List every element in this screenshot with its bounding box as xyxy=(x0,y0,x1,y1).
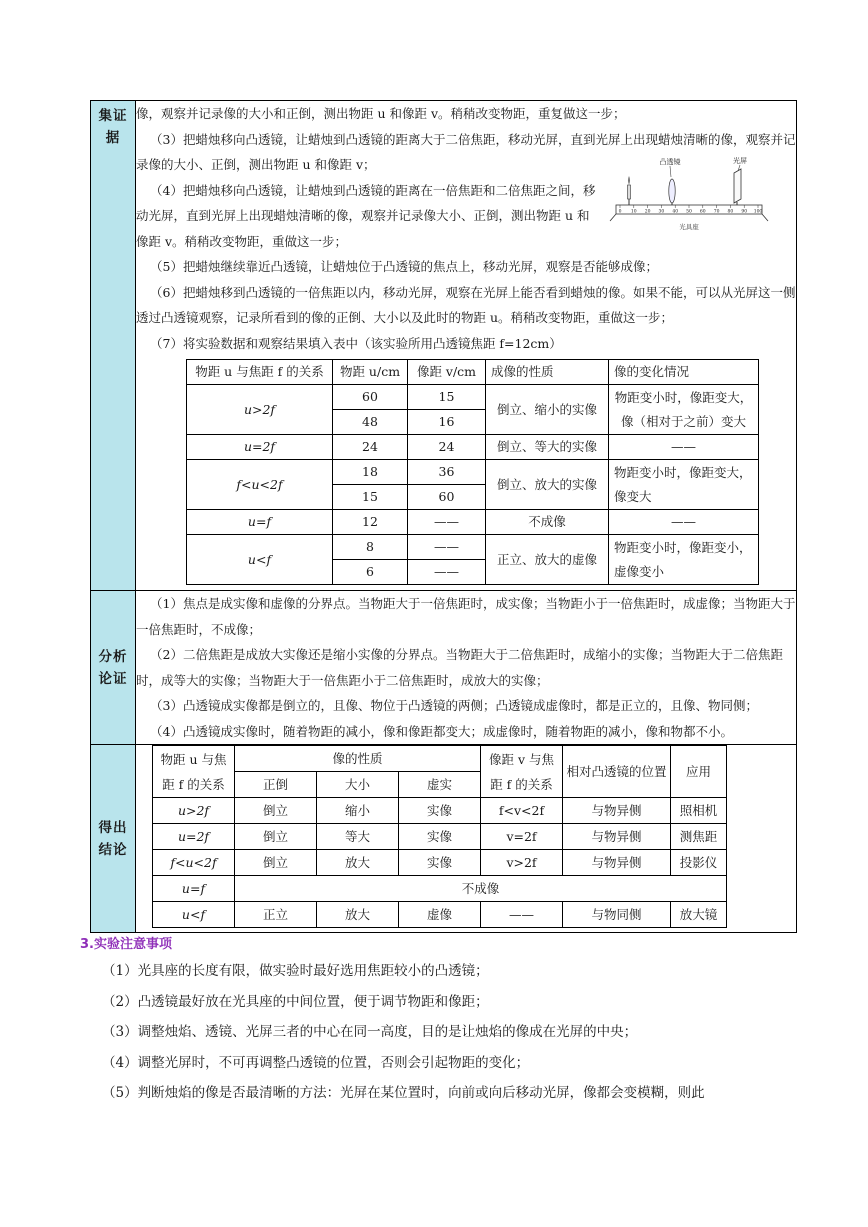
table-header: 应用 xyxy=(671,746,727,798)
table-cell: 6 xyxy=(333,560,408,585)
table-cell: 缩小 xyxy=(317,798,399,824)
table-cell: 与物同侧 xyxy=(563,902,671,928)
evidence-step-5: （5）把蜡烛继续靠近凸透镜，让蜡烛位于凸透镜的焦点上，移动光屏，观察是否能够成像； xyxy=(150,259,658,274)
bench-tick-label: 20 xyxy=(644,209,651,215)
table-header-row xyxy=(187,360,759,385)
table-header-row xyxy=(153,746,727,772)
bench-tick-label: 50 xyxy=(686,209,692,215)
table-cell: 倒立 xyxy=(235,824,317,850)
table-cell: 24 xyxy=(333,435,408,460)
table-cell: v=2f xyxy=(481,824,563,850)
table-row xyxy=(187,435,759,460)
table-cell: u=f xyxy=(187,510,333,535)
table-cell: 照相机 xyxy=(671,798,727,824)
optical-bench-diagram xyxy=(608,155,790,235)
evidence-section xyxy=(136,101,797,591)
table-header: 像的性质 xyxy=(235,746,481,772)
evidence-step-7: （7）将实验数据和观察结果填入表中（该实验所用凸透镜焦距 f=12cm） xyxy=(150,335,562,351)
table-row xyxy=(153,824,727,850)
table-header: 像距 v 与焦距 f 的关系 xyxy=(481,746,563,798)
table-row xyxy=(187,535,759,560)
notes-section xyxy=(80,934,810,1109)
table-cell: u<f xyxy=(187,535,333,585)
table-row xyxy=(187,460,759,485)
section-label-text: 分析 论证 xyxy=(98,648,128,687)
table-cell: f<u<2f xyxy=(153,850,235,876)
table-row xyxy=(153,798,727,824)
table-cell: 倒立、缩小的实像 xyxy=(486,385,609,435)
table-cell: u=f xyxy=(153,876,235,902)
table-cell: u=2f xyxy=(187,435,333,460)
table-cell: 正立 xyxy=(235,902,317,928)
notes-item: （1）光具座的长度有限，做实验时最好选用焦距较小的凸透镜； xyxy=(102,963,489,979)
table-header: 成像的性质 xyxy=(486,360,609,385)
analysis-section xyxy=(136,591,797,745)
table-header: 虚实 xyxy=(399,772,481,798)
bench-tick-label: 0 xyxy=(618,209,622,215)
notes-item: （5）判断烛焰的像是否最清晰的方法：光屏在某位置时，向前或向后移动光屏，像都会变模糊，则此 xyxy=(102,1085,705,1101)
section-label-text: 集证 据 xyxy=(98,108,128,146)
section-label-conclusion xyxy=(91,745,136,933)
table-cell: 物距变小时，像距变大，像（相对于之前）变大 xyxy=(609,385,759,435)
analysis-item: （2）二倍焦距是成放大实像还是缩小实像的分界点。当物距大于二倍焦距时，成缩小的实像；当物距大于二倍焦距时，成等大的实像；当物距大于一倍焦距小于二倍焦距时，成放大的实像； xyxy=(136,647,783,688)
table-cell: —— xyxy=(481,902,563,928)
table-cell: 物距变小时，像距变小，虚像变小 xyxy=(609,535,759,585)
table-cell: 8 xyxy=(333,535,408,560)
candle-icon xyxy=(628,185,631,199)
table-cell: f<v<2f xyxy=(481,798,563,824)
experiment-table xyxy=(90,100,797,933)
table-cell: 15 xyxy=(408,385,486,410)
table-cell: 放大 xyxy=(317,902,399,928)
bench-tick-label: 40 xyxy=(672,209,679,215)
table-cell: u>2f xyxy=(153,798,235,824)
table-cell: 16 xyxy=(408,410,486,435)
lens-label: 凸透镜 xyxy=(659,158,681,166)
evidence-line-0: 像，观察并记录像的大小和正倒，测出物距 u 和像距 v。稍稍改变物距，重复做这一步； xyxy=(136,106,626,121)
table-row xyxy=(153,850,727,876)
table-row xyxy=(153,876,727,902)
conclusion-section xyxy=(136,745,797,933)
table-cell: 放大 xyxy=(317,850,399,876)
table-row xyxy=(153,902,727,928)
bench-tick-label: 80 xyxy=(727,209,734,215)
table-header: 物距 u/cm xyxy=(333,360,408,385)
table-cell: 测焦距 xyxy=(671,824,727,850)
table-cell: u<f xyxy=(153,902,235,928)
table-cell: 实像 xyxy=(399,850,481,876)
convex-lens-icon xyxy=(669,179,675,203)
table-cell: 实像 xyxy=(399,824,481,850)
table-cell: 实像 xyxy=(399,798,481,824)
analysis-item: （1）焦点是成实像和虚像的分界点。当物距大于一倍焦距时，成实像；当物距小于一倍焦距时，成虚像；当物距大于一倍焦距时，不成像； xyxy=(136,596,796,637)
evidence-step-6: （6）把蜡烛移到凸透镜的一倍焦距以内，移动光屏，观察在光屏上能否看到蜡烛的像。如果不能，可以从光屏这一侧透过凸透镜观察，记录所看到的像的正倒、大小以及此时的物距 u。稍稍改变物距，重做这一步； xyxy=(136,284,796,325)
evidence-step-4: （4）把蜡烛移向凸透镜，让蜡烛到凸透镜的距离在一倍焦距和二倍焦距之间，移动光屏，直到光屏上出现蜡烛清晰的像，观察并记录像大小、正倒，测出物距 u 和像距 v。稍稍改变物距，重做这一步； xyxy=(136,182,596,249)
table-cell: 投影仪 xyxy=(671,850,727,876)
screen-icon xyxy=(734,169,741,203)
table-cell: 不成像 xyxy=(235,876,727,902)
screen-label: 光屏 xyxy=(733,157,747,165)
table-cell: —— xyxy=(408,535,486,560)
bench-tick-label: 70 xyxy=(713,209,720,215)
bench-tick-label: 90 xyxy=(741,209,748,215)
table-cell: 12 xyxy=(333,510,408,535)
bench-label: 光具座 xyxy=(679,223,699,231)
table-cell: 18 xyxy=(333,460,408,485)
bench-tick-label: 30 xyxy=(658,209,665,215)
table-cell: 36 xyxy=(408,460,486,485)
table-cell: 48 xyxy=(333,410,408,435)
notes-item: （3）调整烛焰、透镜、光屏三者的中心在同一高度，目的是让烛焰的像成在光屏的中央； xyxy=(102,1024,638,1040)
table-cell: —— xyxy=(609,510,759,535)
table-cell: 虚像 xyxy=(399,902,481,928)
section-label-text: 得出 结论 xyxy=(98,819,128,858)
table-cell: 放大镜 xyxy=(671,902,727,928)
table-row xyxy=(187,510,759,535)
table-cell: —— xyxy=(408,560,486,585)
table-cell: 15 xyxy=(333,485,408,510)
table-cell: f<u<2f xyxy=(187,460,333,510)
conclusion-table xyxy=(152,745,727,928)
bench-tick-label: 100 xyxy=(753,209,763,215)
table-cell: v>2f xyxy=(481,850,563,876)
analysis-item: （3）凸透镜成实像都是倒立的，且像、物位于凸透镜的两侧；凸透镜成虚像时，都是正立的，且像、物同侧； xyxy=(150,698,758,713)
table-cell: u=2f xyxy=(153,824,235,850)
section-label-evidence xyxy=(91,101,136,591)
flame-icon xyxy=(628,176,630,185)
notes-item: （2）凸透镜最好放在光具座的中间位置，便于调节物距和像距； xyxy=(102,993,489,1010)
table-cell: 24 xyxy=(408,435,486,460)
table-cell: —— xyxy=(609,435,759,460)
table-cell: 60 xyxy=(333,385,408,410)
table-cell: 60 xyxy=(408,485,486,510)
table-cell: 等大 xyxy=(317,824,399,850)
table-cell: 物距变小时，像距变大，像变大 xyxy=(609,460,759,510)
table-header: 大小 xyxy=(317,772,399,798)
table-header: 物距 u 与焦距 f 的关系 xyxy=(187,360,333,385)
table-row xyxy=(187,385,759,410)
evidence-step-3: （3）把蜡烛移向凸透镜，让蜡烛到凸透镜的距离大于二倍焦距，移动光屏，直到光屏上出现蜡烛清晰的像，观察并记录像的大小、正倒，测出物距 u 和像距 v； xyxy=(136,131,796,172)
table-header: 正倒 xyxy=(235,772,317,798)
section-label-analysis xyxy=(91,591,136,745)
table-cell: 正立、放大的虚像 xyxy=(486,535,609,585)
bench-tick-label: 10 xyxy=(630,209,637,215)
table-cell: u>2f xyxy=(187,385,333,435)
analysis-item: （4）凸透镜成实像时，随着物距的减小，像和像距都变大；成虚像时，随着物距的减小，像和物都不小。 xyxy=(150,723,733,739)
table-cell: 与物异侧 xyxy=(563,798,671,824)
table-cell: 倒立 xyxy=(235,798,317,824)
table-cell: —— xyxy=(408,510,486,535)
table-cell: 倒立、放大的实像 xyxy=(486,460,609,510)
table-cell: 不成像 xyxy=(486,510,609,535)
table-cell: 与物异侧 xyxy=(563,824,671,850)
table-cell: 倒立、等大的实像 xyxy=(486,435,609,460)
table-cell: 与物异侧 xyxy=(563,850,671,876)
notes-item: （4）调整光屏时，不可再调整凸透镜的位置，否则会引起物距的变化； xyxy=(102,1054,530,1071)
table-header: 相对凸透镜的位置 xyxy=(563,746,671,798)
table-cell: 倒立 xyxy=(235,850,317,876)
table-header: 物距 u 与焦距 f 的关系 xyxy=(153,746,235,798)
table-header: 像距 v/cm xyxy=(408,360,486,385)
data-table xyxy=(186,359,759,585)
table-header: 像的变化情况 xyxy=(609,360,759,385)
notes-title: 3.实验注意事项 xyxy=(80,937,172,952)
bench-tick-label: 60 xyxy=(699,209,706,215)
